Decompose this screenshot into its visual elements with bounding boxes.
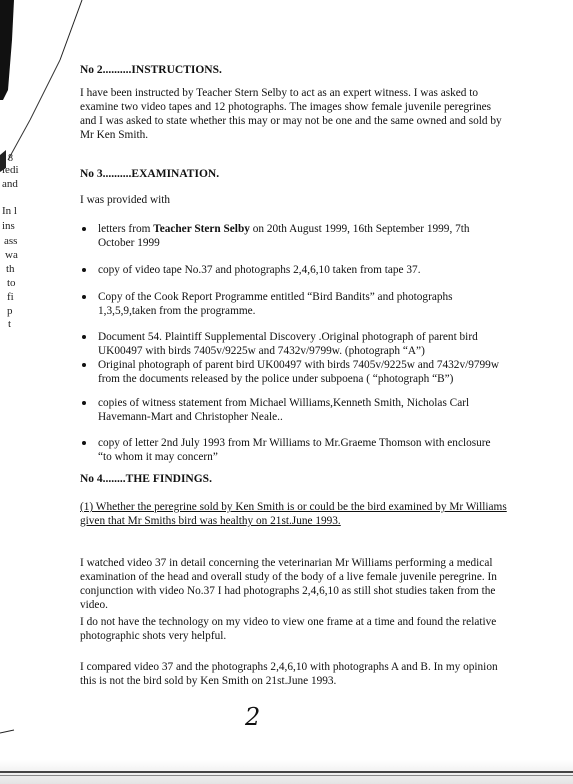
margin-fragment: and xyxy=(2,178,18,190)
section-heading-examination: No 3..........EXAMINATION. xyxy=(80,168,220,180)
page-bottom-edge xyxy=(0,775,573,776)
section-heading-findings: No 4........THE FINDINGS. xyxy=(80,473,212,485)
bullet-icon xyxy=(82,363,86,367)
bullet-icon xyxy=(82,401,86,405)
bullet-icon xyxy=(82,335,86,339)
margin-fragment: ass xyxy=(4,235,18,247)
list-item: copy of letter 2nd July 1993 from Mr Williams to Mr.Graeme Thomson with enclosure “to whom it may concern” xyxy=(80,436,500,464)
page-bottom-edge xyxy=(0,771,573,773)
list-item: Original photograph of parent bird UK00497 with birds 7405v/9225w and 7432v/9799w from the documents released by the police under subpoena ( “photograph “B”) xyxy=(80,358,500,386)
margin-fragment: to xyxy=(7,277,16,289)
findings-paragraph: I compared video 37 and the photographs 2,4,6,10 with photographs A and B. In my opinion this is not the bird sold by Ken Smith on 21st.June 1993. xyxy=(80,661,498,687)
bullet-icon xyxy=(82,268,86,272)
findings-paragraph: I do not have the technology on my video to view one frame at a time and found the relative photographic shots very helpful. xyxy=(80,616,497,642)
instructions-body: I have been instructed by Teacher Stern Selby to act as an expert witness. I was asked to examine two video tapes and 12 photographs. The images show female juvenile peregrines and I was asked to state whether this may or may not be one and the same owned and sold by Mr Ken Smith. xyxy=(80,87,502,141)
bullet-icon xyxy=(82,441,86,445)
bullet-icon xyxy=(82,295,86,299)
list-item: copy of video tape No.37 and photographs 2,4,6,10 taken from tape 37. xyxy=(80,263,500,277)
bullet-icon xyxy=(82,227,86,231)
margin-fragment: In l xyxy=(2,205,17,217)
section-heading-instructions: No 2..........INSTRUCTIONS. xyxy=(80,64,222,76)
list-item: Copy of the Cook Report Programme entitled “Bird Bandits” and photographs 1,3,5,9,taken from the programme. xyxy=(80,290,500,318)
list-item: copies of witness statement from Michael Williams,Kenneth Smith, Nicholas Carl Havemann-Mart and Christopher Neale.. xyxy=(80,396,500,424)
margin-fragment: fi xyxy=(7,291,14,303)
list-item: letters from Teacher Stern Selby on 20th August 1999, 16th September 1999, 7th October 1999 xyxy=(80,222,500,250)
margin-fragment: ledi xyxy=(2,164,19,176)
page-number: 2 xyxy=(245,703,261,731)
margin-fragment: th xyxy=(6,263,15,275)
margin-fragment: p xyxy=(7,305,13,317)
margin-fragment: t xyxy=(8,318,12,330)
margin-fragment: wa xyxy=(5,249,18,261)
margin-fragment: 8 xyxy=(8,153,13,164)
findings-subheading: (1) Whether the peregrine sold by Ken Smith is or could be the bird examined by Mr Williams given that Mr Smiths bird was healthy on 21st.June 1993. xyxy=(80,501,507,527)
margin-fragment: ins xyxy=(2,220,15,232)
list-item: Document 54. Plaintiff Supplemental Discovery .Original photograph of parent bird UK00497 with birds 7405v/9225w and 7432v/9799w. (photograph “A”) xyxy=(80,330,500,358)
examination-intro: I was provided with xyxy=(80,194,171,206)
findings-paragraph: I watched video 37 in detail concerning the veterinarian Mr Williams performing a medical examination of the head and overall study of the body of a live female juvenile peregrine. In conjunction with video No.37 I had photographs 2,4,6,10 as still shot studies taken from the video. xyxy=(80,557,497,611)
scan-mark xyxy=(0,725,20,745)
